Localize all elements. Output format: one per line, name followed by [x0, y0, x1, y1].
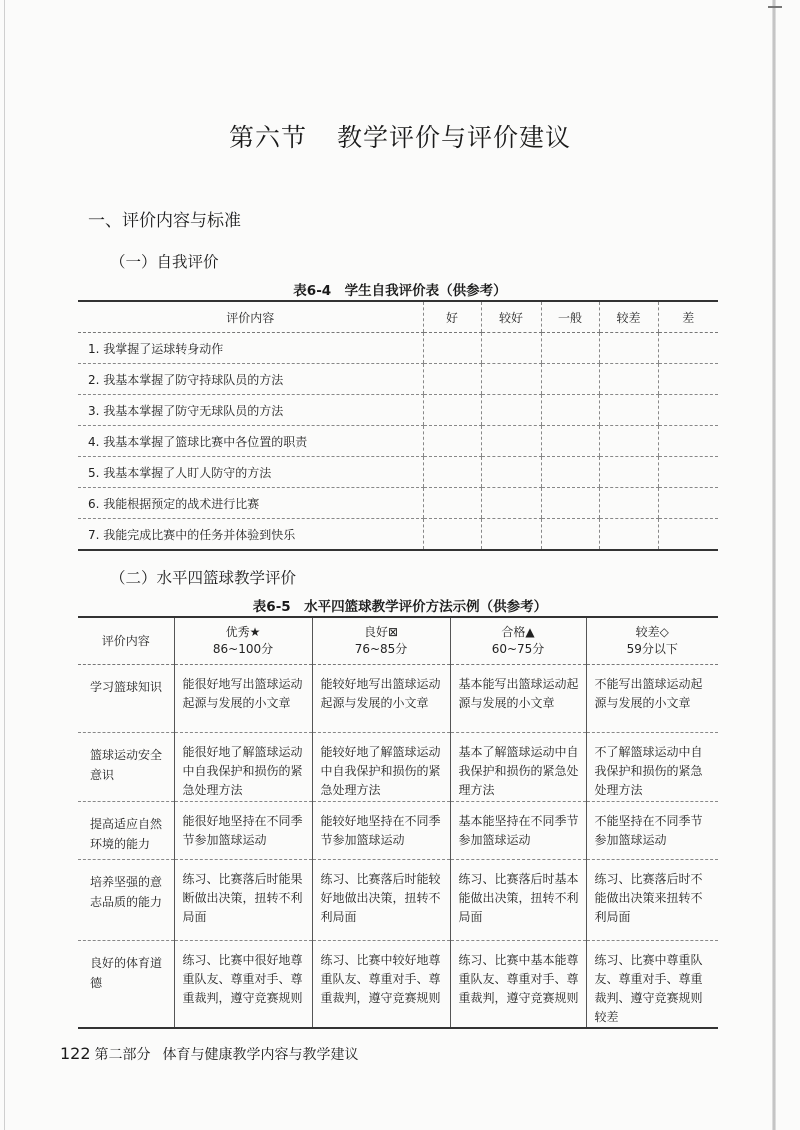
row-label: 篮球运动安全意识: [78, 733, 174, 802]
criteria-cell: 能较好地了解篮球运动中自我保护和损伤的紧急处理方法: [312, 733, 450, 802]
rating-cell: [481, 364, 541, 395]
rating-cell: [423, 457, 481, 488]
row-label: 提高适应自然环境的能力: [78, 802, 174, 860]
rating-cell: [658, 519, 718, 551]
table1-header-row: [78, 301, 718, 333]
table1-header-fairly-poor: 较差: [599, 301, 658, 333]
level-name: 较差◇: [635, 625, 669, 639]
page-number: 122: [60, 1044, 91, 1063]
level-name: 合格▲: [501, 625, 535, 639]
rating-cell: [481, 426, 541, 457]
table1-item: 4. 我基本掌握了篮球比赛中各位置的职责: [78, 426, 423, 457]
criteria-cell: 能较好地坚持在不同季节参加篮球运动: [312, 802, 450, 860]
rating-cell: [541, 364, 599, 395]
scan-edge-left: [4, 0, 5, 1130]
footer-part: 第二部分: [94, 1047, 151, 1063]
rating-cell: [423, 488, 481, 519]
table2-header-excellent: [174, 617, 312, 665]
rating-cell: [599, 364, 658, 395]
criteria-cell: 基本能坚持在不同季节参加篮球运动: [450, 802, 586, 860]
rating-cell: [541, 426, 599, 457]
level-range: 59分以下: [626, 642, 678, 656]
table-row: [78, 457, 718, 488]
table-row: [78, 364, 718, 395]
table2-header-pass: [450, 617, 586, 665]
table1-item: 1. 我掌握了运球转身动作: [78, 333, 423, 364]
table2-header-row: [78, 617, 718, 665]
table1-item: 7. 我能完成比赛中的任务并体验到快乐: [78, 519, 423, 551]
level-range: 86~100分: [212, 642, 274, 656]
rating-cell: [541, 519, 599, 551]
table-row: [78, 665, 718, 733]
rating-cell: [541, 395, 599, 426]
subheading-basketball-evaluation: （二）水平四篮球教学评价: [110, 569, 297, 587]
criteria-cell: 练习、比赛中尊重队友、尊重对手、尊重裁判、遵守竞赛规则较差: [586, 941, 718, 1029]
criteria-cell: 不能坚持在不同季节参加篮球运动: [586, 802, 718, 860]
self-evaluation-table: [78, 300, 718, 551]
criteria-cell: 基本了解篮球运动中自我保护和损伤的紧急处理方法: [450, 733, 586, 802]
rating-cell: [658, 364, 718, 395]
row-label: 学习篮球知识: [78, 665, 174, 733]
criteria-cell: 练习、比赛中较好地尊重队友、尊重对手、尊重裁判，遵守竞赛规则: [312, 941, 450, 1029]
rating-cell: [481, 333, 541, 364]
table1-item: 2. 我基本掌握了防守持球队员的方法: [78, 364, 423, 395]
criteria-cell: 能很好地坚持在不同季节参加篮球运动: [174, 802, 312, 860]
rating-cell: [423, 333, 481, 364]
rating-cell: [423, 364, 481, 395]
criteria-cell: 基本能写出篮球运动起源与发展的小文章: [450, 665, 586, 733]
rating-cell: [423, 519, 481, 551]
table2-header-content: 评价内容: [78, 617, 174, 665]
criteria-cell: 能较好地写出篮球运动起源与发展的小文章: [312, 665, 450, 733]
table-row: [78, 395, 718, 426]
table2-header-poor: [586, 617, 718, 665]
rating-cell: [658, 488, 718, 519]
table2-header-good: [312, 617, 450, 665]
table2-caption: 表6-5 水平四篮球教学评价方法示例（供参考）: [252, 599, 548, 615]
table-row: [78, 941, 718, 1029]
level-range: 60~75分: [491, 642, 545, 656]
rating-cell: [599, 426, 658, 457]
criteria-cell: 练习、比赛中很好地尊重队友、尊重对手、尊重裁判，遵守竞赛规则: [174, 941, 312, 1029]
table-row: [78, 519, 718, 551]
footer-title: 体育与健康教学内容与教学建议: [162, 1047, 359, 1063]
criteria-cell: 能很好地了解篮球运动中自我保护和损伤的紧急处理方法: [174, 733, 312, 802]
page-footer: [60, 1044, 359, 1064]
section-name: 教学评价与评价建议: [337, 123, 572, 152]
rating-cell: [541, 457, 599, 488]
criteria-cell: 能很好地写出篮球运动起源与发展的小文章: [174, 665, 312, 733]
rating-cell: [658, 457, 718, 488]
rating-cell: [423, 395, 481, 426]
table-row: [78, 426, 718, 457]
criteria-cell: 练习、比赛中基本能尊重队友、尊重对手、尊重裁判，遵守竞赛规则: [450, 941, 586, 1029]
table-row: [78, 802, 718, 860]
heading-evaluation-content: 一、评价内容与标准: [88, 211, 241, 231]
table1-item: 6. 我能根据预定的战术进行比赛: [78, 488, 423, 519]
scan-edge-right: [772, 0, 776, 1130]
rating-cell: [599, 488, 658, 519]
criteria-cell: 练习、比赛落后时能果断做出决策，扭转不利局面: [174, 860, 312, 941]
table-row: [78, 733, 718, 802]
rating-cell: [481, 395, 541, 426]
rating-cell: [423, 426, 481, 457]
table1-header-fairly-good: 较好: [481, 301, 541, 333]
level-range: 76~85分: [354, 642, 408, 656]
rating-cell: [481, 457, 541, 488]
table1-item: 3. 我基本掌握了防守无球队员的方法: [78, 395, 423, 426]
level-name: 良好⊠: [363, 625, 399, 639]
rating-cell: [658, 426, 718, 457]
subheading-self-evaluation: （一）自我评价: [110, 253, 219, 271]
rating-cell: [599, 395, 658, 426]
rating-cell: [481, 519, 541, 551]
table1-header-average: 一般: [541, 301, 599, 333]
rating-cell: [541, 333, 599, 364]
criteria-cell: 不能写出篮球运动起源与发展的小文章: [586, 665, 718, 733]
table-row: [78, 333, 718, 364]
row-label: 培养坚强的意志品质的能力: [78, 860, 174, 941]
section-number: 第六节: [228, 123, 307, 152]
basketball-evaluation-table: [78, 616, 718, 1029]
row-label: 良好的体育道德: [78, 941, 174, 1029]
rating-cell: [599, 457, 658, 488]
criteria-cell: 练习、比赛落后时基本能做出决策，扭转不利局面: [450, 860, 586, 941]
table1-caption: 表6-4 学生自我评价表（供参考）: [293, 283, 507, 299]
scan-mark: [768, 6, 782, 8]
table-row: [78, 860, 718, 941]
criteria-cell: 练习、比赛落后时不能做出决策来扭转不利局面: [586, 860, 718, 941]
rating-cell: [658, 395, 718, 426]
criteria-cell: 不了解篮球运动中自我保护和损伤的紧急处理方法: [586, 733, 718, 802]
criteria-cell: 练习、比赛落后时能较好地做出决策，扭转不利局面: [312, 860, 450, 941]
rating-cell: [599, 519, 658, 551]
table1-item: 5. 我基本掌握了人盯人防守的方法: [78, 457, 423, 488]
rating-cell: [481, 488, 541, 519]
rating-cell: [541, 488, 599, 519]
table1-header-poor: 差: [658, 301, 718, 333]
table1-header-good: 好: [423, 301, 481, 333]
table-row: [78, 488, 718, 519]
rating-cell: [658, 333, 718, 364]
level-name: 优秀★: [225, 625, 261, 639]
rating-cell: [599, 333, 658, 364]
table1-header-content: 评价内容: [78, 301, 423, 333]
section-title: [0, 118, 800, 154]
